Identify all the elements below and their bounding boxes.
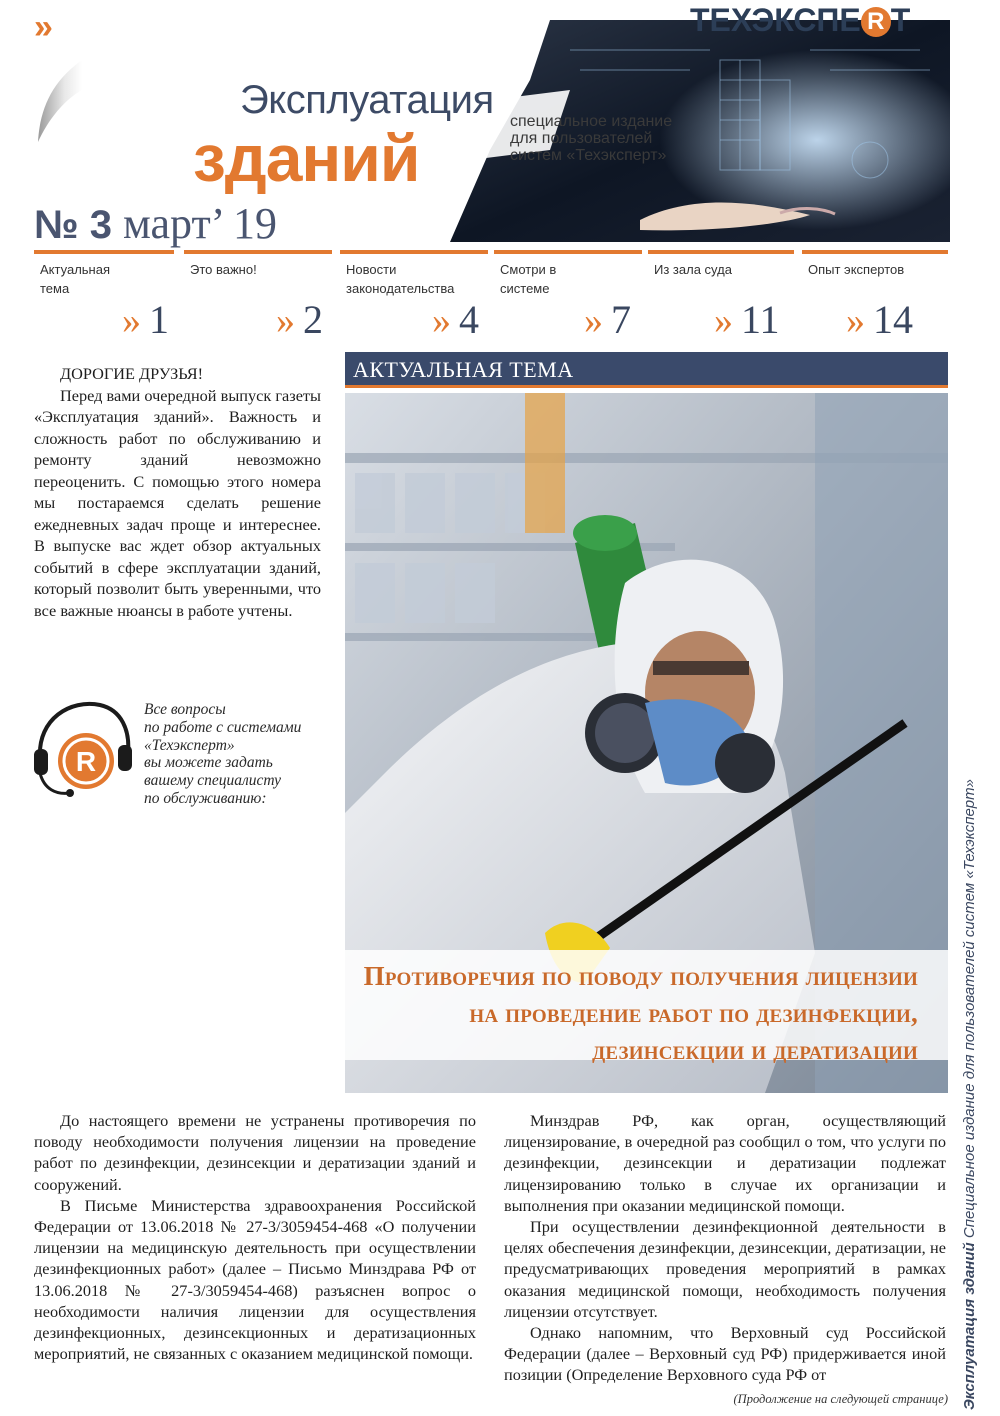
issue-date: март’ 19 — [122, 199, 278, 248]
nav-item-important[interactable]: Это важно! » 2 — [184, 250, 332, 350]
page-curl-decoration — [34, 60, 84, 142]
article-paragraph: При осуществлении дезинфекционной деятельности в целях обеспечения дезинфекции, дезинсекции, дератизации, не предусматривающих проведения мероприятий в рамках оказания медицинской помощи, необходимость получения лицензии отсутствует. — [504, 1217, 946, 1321]
section-nav — [34, 250, 948, 350]
article-column-1 — [34, 1110, 476, 1364]
intro-body: Перед вами очередной выпуск газеты «Эксплуатация зданий». Важность и сложность работ по обслуживанию и ремонту зданий невозможно переоценить. С помощью этого номера мы постараемся сделать решение ежедневных задач проще и интереснее. В выпуске вас ждет обзор актуальных событий в сфере эксплуатации зданий, который позволит быть уверенными, что все важные нюансы в работе учтены. — [34, 385, 321, 620]
article-paragraph: Минздрав РФ, как орган, осуществляющий лицензирование, в очередной раз сообщил о том, что услуги по дезинфекции, дезинсекции и дератизации подлежат лицензированию только в случае их организации и выполнения при оказании медицинской помощи. — [504, 1111, 946, 1215]
chevron-icon: » — [714, 300, 733, 342]
side-running-title: Эксплуатация зданий Специальное издание для пользователей систем «Техэксперт» — [961, 779, 978, 1410]
section-heading — [345, 352, 948, 388]
brand-logo: ТЕХЭКСПЕ R Т — [690, 2, 911, 38]
issue-info — [34, 198, 277, 249]
chevron-icon: » — [846, 300, 865, 342]
nav-item-legislation[interactable]: Новости законодательства » 4 — [340, 250, 488, 350]
headset-r-letter: R — [75, 746, 97, 777]
editorial-intro — [34, 363, 321, 621]
intro-greeting: ДОРОГИЕ ДРУЗЬЯ! — [60, 364, 204, 383]
article-paragraph: В Письме Министерства здравоохранения Российской Федерации от 13.06.2018 № 27-3/3059454-468 «О получении лицензии на медицинскую деятельность при осуществлении дезинфекционных работ» (далее – Письмо Минздрава РФ от 13.06.2018 № 27-3/3059454-468) разъяснен вопрос о необходимости наличия лицензии для осуществления дезинфекционных, дезинсекционных и дератизационных мероприятий, не связанных с оказанием медицинской помощи. — [34, 1195, 476, 1364]
nav-item-topic[interactable]: Актуальная тема » 1 — [34, 250, 174, 350]
support-text: Все вопросы по работе с системами «Техэксперт» вы можете задать вашему специалисту по обслуживанию: — [144, 701, 302, 807]
article-paragraph: До настоящего времени не устранены противоречия по поводу необходимости получения лицензии на проведение работ по дезинфекции, дезинсекции и дератизации зданий и сооружений. — [34, 1111, 476, 1194]
chevron-icon: » — [432, 300, 451, 342]
chevron-icon: » — [122, 300, 141, 342]
section-heading-text: АКТУАЛЬНАЯ ТЕМА — [353, 357, 574, 382]
continued-note: (Продолжение на следующей странице) — [733, 1392, 948, 1406]
header-chevrons: » — [34, 8, 53, 46]
brand-r-icon: R — [861, 7, 891, 37]
support-block — [30, 697, 330, 807]
masthead-title-line2: зданий — [193, 121, 420, 195]
nav-item-court[interactable]: Из зала суда » 11 — [648, 250, 794, 350]
article-column-2 — [504, 1110, 946, 1386]
issue-number: № 3 — [34, 203, 112, 247]
nav-item-system[interactable]: Смотри в системе » 7 — [494, 250, 642, 350]
article-headline: Противоречия по поводу получения лицензии на проведение работ по дезинфекции, дезинсекции и дератизации — [345, 950, 948, 1060]
nav-item-experts[interactable]: Опыт экспертов » 14 — [802, 250, 948, 350]
headset-icon — [30, 697, 134, 803]
article-paragraph: Однако напомним, что Верховный суд Российской Федерации (далее – Верховный суд РФ) придерживается иной позиции (Определение Верховного суда РФ от — [504, 1323, 946, 1385]
chevron-icon: » — [584, 300, 603, 342]
banner-caption: специальное издание для пользователей систем «Техэксперт» — [510, 113, 673, 164]
masthead-title-line1: Эксплуатация — [240, 78, 494, 122]
chevron-icon: » — [276, 300, 295, 342]
